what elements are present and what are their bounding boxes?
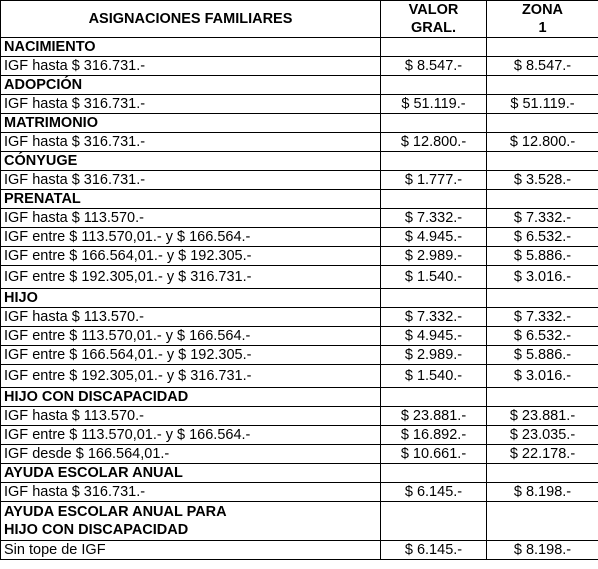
empty-cell — [487, 464, 598, 483]
general-value: $ 8.547.- — [381, 57, 487, 76]
zone1-value: $ 8.198.- — [487, 483, 598, 502]
zone1-value: $ 8.547.- — [487, 57, 598, 76]
empty-cell — [381, 464, 487, 483]
general-value: $ 4.945.- — [381, 228, 487, 247]
zone1-value: $ 22.178.- — [487, 445, 598, 464]
header-general-line1: VALOR — [408, 2, 459, 18]
table-row — [1, 247, 598, 266]
table-row — [1, 266, 598, 289]
row-label: IGF hasta $ 316.731.- — [1, 483, 381, 502]
table-row — [1, 483, 598, 502]
table-row — [1, 133, 598, 152]
row-label: IGF desde $ 166.564,01.- — [1, 445, 381, 464]
row-label: IGF hasta $ 316.731.- — [1, 57, 381, 76]
section-title: HIJO — [1, 289, 381, 308]
empty-cell — [487, 152, 598, 171]
row-label: IGF hasta $ 113.570.- — [1, 407, 381, 426]
zone1-value: $ 6.532.- — [487, 327, 598, 346]
header-general-value — [381, 1, 487, 38]
table-row — [1, 327, 598, 346]
empty-cell — [381, 114, 487, 133]
zone1-value: $ 5.886.- — [487, 346, 598, 365]
section-title: CÓNYUGE — [1, 152, 381, 171]
general-value: $ 10.661.- — [381, 445, 487, 464]
header-concept-label: ASIGNACIONES FAMILIARES — [88, 11, 293, 27]
table-row — [1, 57, 598, 76]
empty-cell — [381, 388, 487, 407]
table-row — [1, 426, 598, 445]
zone1-value: $ 3.016.- — [487, 266, 598, 289]
table-row — [1, 365, 598, 388]
empty-cell — [487, 76, 598, 95]
general-value: $ 1.540.- — [381, 365, 487, 388]
section-row — [1, 464, 598, 483]
empty-cell — [381, 502, 487, 541]
row-label: IGF entre $ 192.305,01.- y $ 316.731.- — [1, 266, 381, 289]
zone1-value: $ 12.800.- — [487, 133, 598, 152]
table-row — [1, 346, 598, 365]
general-value: $ 7.332.- — [381, 308, 487, 327]
zone1-value: $ 7.332.- — [487, 209, 598, 228]
empty-cell — [381, 190, 487, 209]
row-label: IGF hasta $ 316.731.- — [1, 133, 381, 152]
header-general-line2: GRAL. — [410, 20, 457, 36]
section-row — [1, 38, 598, 57]
row-label: IGF hasta $ 316.731.- — [1, 171, 381, 190]
header-zone-1 — [487, 1, 598, 38]
zone1-value: $ 23.881.- — [487, 407, 598, 426]
row-label: IGF entre $ 113.570,01.- y $ 166.564.- — [1, 327, 381, 346]
section-row — [1, 289, 598, 308]
empty-cell — [487, 289, 598, 308]
table-row — [1, 171, 598, 190]
header-zone-line1: ZONA — [521, 2, 564, 18]
general-value: $ 6.145.- — [381, 483, 487, 502]
empty-cell — [487, 388, 598, 407]
header-concept — [1, 1, 381, 38]
empty-cell — [381, 38, 487, 57]
empty-cell — [381, 152, 487, 171]
section-row — [1, 502, 598, 541]
row-label: IGF hasta $ 113.570.- — [1, 308, 381, 327]
row-label: IGF entre $ 192.305,01.- y $ 316.731.- — [1, 365, 381, 388]
general-value: $ 7.332.- — [381, 209, 487, 228]
table-row — [1, 228, 598, 247]
table-row — [1, 445, 598, 464]
general-value: $ 1.777.- — [381, 171, 487, 190]
section-title-line2: HIJO CON DISCAPACIDAD — [4, 522, 189, 538]
general-value: $ 6.145.- — [381, 541, 487, 560]
zone1-value: $ 51.119.- — [487, 95, 598, 114]
section-row — [1, 114, 598, 133]
general-value: $ 4.945.- — [381, 327, 487, 346]
row-label: IGF entre $ 166.564,01.- y $ 192.305.- — [1, 346, 381, 365]
empty-cell — [381, 289, 487, 308]
general-value: $ 2.989.- — [381, 346, 487, 365]
row-label: Sin tope de IGF — [1, 541, 381, 560]
row-label: IGF hasta $ 316.731.- — [1, 95, 381, 114]
empty-cell — [487, 114, 598, 133]
empty-cell — [487, 190, 598, 209]
zone1-value: $ 3.528.- — [487, 171, 598, 190]
zone1-value: $ 8.198.- — [487, 541, 598, 560]
zone1-value: $ 3.016.- — [487, 365, 598, 388]
table-row — [1, 407, 598, 426]
section-row — [1, 190, 598, 209]
section-title: ADOPCIÓN — [1, 76, 381, 95]
section-title: HIJO CON DISCAPACIDAD — [1, 388, 381, 407]
zone1-value: $ 7.332.- — [487, 308, 598, 327]
section-row — [1, 76, 598, 95]
section-title: AYUDA ESCOLAR ANUAL — [1, 464, 381, 483]
section-title — [1, 502, 381, 541]
row-label: IGF entre $ 113.570,01.- y $ 166.564.- — [1, 228, 381, 247]
general-value: $ 16.892.- — [381, 426, 487, 445]
empty-cell — [487, 38, 598, 57]
general-value: $ 23.881.- — [381, 407, 487, 426]
general-value: $ 1.540.- — [381, 266, 487, 289]
section-title-line1: AYUDA ESCOLAR ANUAL PARA — [4, 504, 227, 520]
row-label: IGF hasta $ 113.570.- — [1, 209, 381, 228]
row-label: IGF entre $ 113.570,01.- y $ 166.564.- — [1, 426, 381, 445]
section-title: PRENATAL — [1, 190, 381, 209]
table-row — [1, 308, 598, 327]
table-row — [1, 209, 598, 228]
table-row — [1, 541, 598, 560]
general-value: $ 2.989.- — [381, 247, 487, 266]
header-zone-line2: 1 — [538, 20, 547, 36]
empty-cell — [487, 502, 598, 541]
zone1-value: $ 5.886.- — [487, 247, 598, 266]
section-row — [1, 388, 598, 407]
section-title: NACIMIENTO — [1, 38, 381, 57]
header-row — [1, 1, 598, 38]
general-value: $ 12.800.- — [381, 133, 487, 152]
zone1-value: $ 6.532.- — [487, 228, 598, 247]
section-title: MATRIMONIO — [1, 114, 381, 133]
section-row — [1, 152, 598, 171]
row-label: IGF entre $ 166.564,01.- y $ 192.305.- — [1, 247, 381, 266]
empty-cell — [381, 76, 487, 95]
general-value: $ 51.119.- — [381, 95, 487, 114]
zone1-value: $ 23.035.- — [487, 426, 598, 445]
table-row — [1, 95, 598, 114]
